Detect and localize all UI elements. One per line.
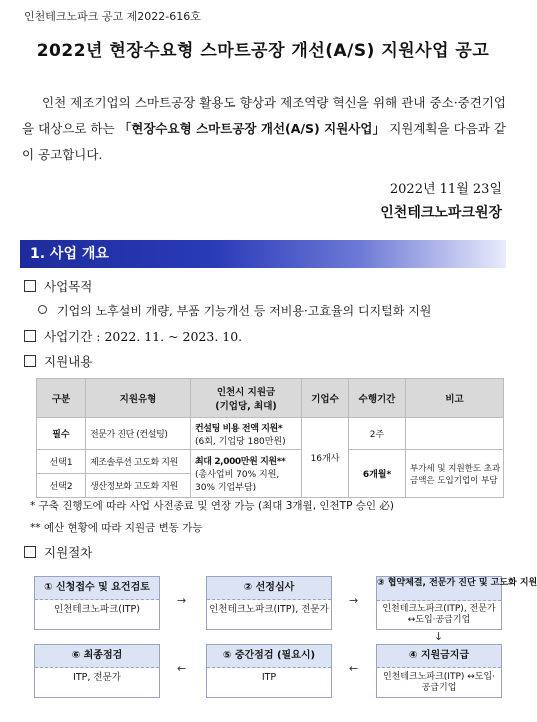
header-cell: 지원유형 <box>86 379 191 418</box>
table-header-row <box>37 379 504 418</box>
step-4 <box>376 644 502 698</box>
document-title: 2022년 현장수요형 스마트공장 개선(A/S) 지원사업 공고 <box>36 41 490 61</box>
arrow-left-icon: ← <box>349 662 359 675</box>
period-text: 사업기간 : 2022. 11. ~ 2023. 10. <box>44 329 243 344</box>
step-body: 인천테크노파크(ITP), 전문가↔도입·공급기업 <box>382 604 496 625</box>
step-body: 인천테크노파크(ITP), 전문가 <box>209 604 329 615</box>
step-title: ⑤ 중간점검 (필요시) <box>207 645 331 668</box>
step-title: ④ 지원금지급 <box>377 645 501 668</box>
type-cell: 전문가 진단 (컨설팅) <box>86 418 191 450</box>
header-cell: 기업수 <box>302 379 349 418</box>
step-title: ② 선정심사 <box>207 577 331 600</box>
checkbox-square-icon <box>24 546 36 558</box>
purpose-heading <box>24 277 92 295</box>
checkbox-square-icon <box>24 280 36 292</box>
table-row <box>37 450 504 474</box>
category-cell: 선택2 <box>37 474 86 498</box>
footnote: * 구축 진행도에 따라 사업 사전종료 및 연장 가능 (최대 3개월, 인천TP 승인 必) <box>30 500 394 512</box>
purpose-item <box>24 302 431 319</box>
step-3 <box>376 576 537 630</box>
step-6 <box>34 644 160 698</box>
type-cell: 생산정보화 고도화 지원 <box>86 474 191 498</box>
category-cell: 필수 <box>37 418 86 450</box>
step-title: ① 신청접수 및 요건검토 <box>35 577 159 600</box>
purpose-text: 기업의 노후설비 개량, 부품 기능개선 등 저비용·고효율의 디지털화 지원 <box>57 304 432 318</box>
type-cell: 제조솔루션 고도화 지원 <box>86 450 191 474</box>
purpose-label: 사업목적 <box>44 279 93 294</box>
issuing-organization: 인천테크노파크원장 <box>380 205 502 221</box>
step-body: 인천테크노파크(ITP) <box>54 604 140 615</box>
checkbox-square-icon <box>24 330 36 342</box>
notice-number: 인천테크노파크 공고 제2022-616호 <box>24 10 201 23</box>
support-table <box>36 378 504 498</box>
table-row <box>37 418 504 450</box>
step-title: ⑥ 최종점검 <box>35 645 159 668</box>
header-cell: 인천시 지원금 (기업당, 최대) <box>191 379 302 418</box>
fund-detail: (6회, 기업당 180만원) <box>195 436 286 447</box>
arrow-down-icon: ↓ <box>434 630 444 643</box>
arrow-right-icon: → <box>349 594 359 607</box>
arrow-right-icon: → <box>177 594 187 607</box>
procedure-heading <box>24 543 92 561</box>
step-1 <box>34 576 160 630</box>
fund-cell <box>191 450 302 498</box>
circle-bullet-icon <box>38 305 47 314</box>
period-cell: 2주 <box>349 418 406 450</box>
intro-text-2: 지원계획을 다음과 같이 공고합니다. <box>22 121 506 162</box>
procedure-label: 지원절차 <box>44 545 93 560</box>
step-body: 인천테크노파크(ITP) ↔도입·공급기업 <box>382 672 496 693</box>
header-cell: 구분 <box>37 379 86 418</box>
header-cell: 비고 <box>406 379 504 418</box>
step-2 <box>206 576 332 630</box>
content-heading <box>24 352 92 370</box>
notice-date: 2022년 11월 23일 <box>389 182 502 197</box>
section-heading: 1. 사업 개요 <box>20 240 506 268</box>
step-5 <box>206 644 332 698</box>
period-line <box>24 327 242 345</box>
checkbox-square-icon <box>24 355 36 367</box>
category-cell: 선택1 <box>37 450 86 474</box>
period-cell: 6개월* <box>349 450 406 498</box>
intro-highlight: 「현장수요형 스마트공장 개선(A/S) 지원사업」 <box>118 121 386 136</box>
footnote: ** 예산 현황에 따라 지원금 변동 가능 <box>30 522 203 534</box>
step-body: ITP, 전문가 <box>73 672 121 683</box>
fund-detail: (총사업비 70% 지원, 30% 기업부담) <box>195 470 280 493</box>
intro-text-1: 인천 제조기업의 스마트공장 활용도 향상과 제조역량 혁신을 위해 관내 중소·중견기업을 대상으로 하는 <box>22 95 506 136</box>
fund-main: 최대 2,000만원 지원** <box>195 457 286 467</box>
fund-cell <box>191 418 302 450</box>
header-cell: 수행기간 <box>349 379 406 418</box>
fund-main: 컨설팅 비용 전액 지원* <box>195 423 283 434</box>
intro-paragraph <box>22 90 506 168</box>
note-cell: 부가세 및 지원한도 초과금액은 도입기업이 부담 <box>406 450 504 498</box>
step-title: ③ 협약체결, 전문가 진단 및 고도화 지원 <box>377 577 501 601</box>
note-cell <box>406 418 504 450</box>
content-label: 지원내용 <box>44 354 93 369</box>
arrow-left-icon: ← <box>177 662 187 675</box>
step-body: ITP <box>261 672 277 683</box>
companies-cell: 16개사 <box>302 418 349 498</box>
